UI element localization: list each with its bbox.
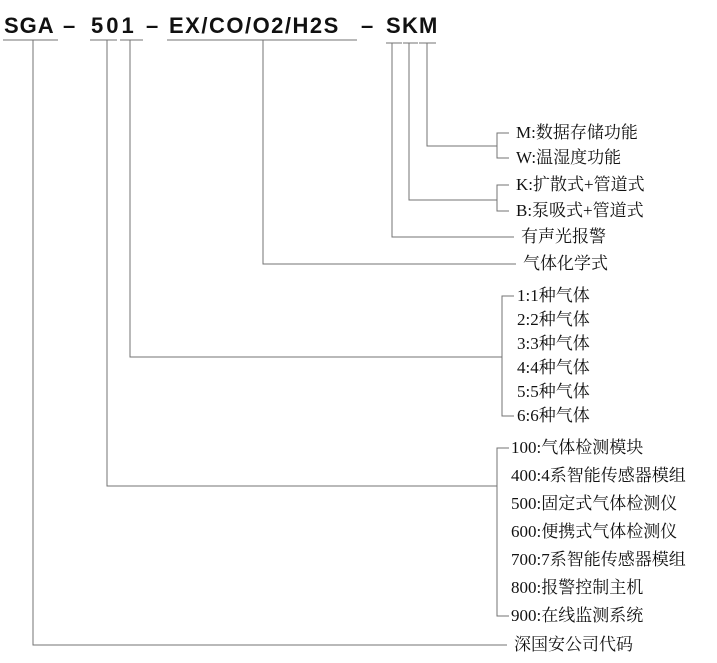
suffix-s: S bbox=[386, 13, 401, 38]
dash-separator: – bbox=[146, 13, 159, 38]
line-prefix-to-company bbox=[33, 40, 507, 645]
label-k-diffusion-type: K:扩散式+管道式 bbox=[516, 175, 645, 194]
bracket-kb bbox=[497, 185, 509, 211]
label-b-pump-type: B:泵吸式+管道式 bbox=[516, 201, 644, 220]
list-item: 700:7系智能传感器模组 bbox=[511, 550, 686, 569]
dash-separator: – bbox=[63, 13, 76, 38]
gas-count-list bbox=[517, 284, 590, 428]
model-gas-formula: EX/CO/O2/H2S bbox=[169, 13, 340, 38]
model-prefix: SGA bbox=[4, 13, 55, 38]
bracket-mw bbox=[497, 133, 509, 158]
list-item: 600:便携式气体检测仪 bbox=[511, 522, 678, 541]
label-company-code: 深国安公司代码 bbox=[514, 635, 633, 654]
label-w-temp-humidity: W:温湿度功能 bbox=[516, 148, 622, 167]
suffix-m: M bbox=[419, 13, 438, 38]
line-k-to-kb-bracket bbox=[409, 43, 497, 200]
label-m-data-storage: M:数据存储功能 bbox=[516, 123, 638, 142]
list-item: 900:在线监测系统 bbox=[511, 606, 644, 625]
label-gas-chemical-formula: 气体化学式 bbox=[523, 254, 608, 273]
list-item: 4:4种气体 bbox=[517, 358, 590, 377]
line-gases-to-chem bbox=[263, 40, 516, 264]
list-item: 100:气体检测模块 bbox=[511, 438, 644, 457]
list-item: 6:6种气体 bbox=[517, 406, 590, 425]
bracket-series bbox=[497, 448, 509, 616]
list-item: 1:1种气体 bbox=[517, 286, 590, 305]
suffix-k: K bbox=[402, 13, 418, 38]
line-series-to-series-bracket bbox=[107, 40, 497, 486]
list-item: 400:4系智能传感器模组 bbox=[511, 466, 686, 485]
dash-separator: – bbox=[361, 13, 374, 38]
product-series-list bbox=[511, 434, 686, 630]
list-item: 800:报警控制主机 bbox=[511, 578, 644, 597]
label-sound-light-alarm: 有声光报警 bbox=[521, 227, 606, 246]
bracket-gas-counts bbox=[502, 296, 514, 416]
line-digit-to-gascount-bracket bbox=[130, 40, 502, 357]
list-item: 500:固定式气体检测仪 bbox=[511, 494, 678, 513]
list-item: 5:5种气体 bbox=[517, 382, 590, 401]
line-s-to-alarm bbox=[392, 43, 514, 237]
list-item: 2:2种气体 bbox=[517, 310, 590, 329]
model-series-code: 501 bbox=[91, 13, 137, 38]
list-item: 3:3种气体 bbox=[517, 334, 590, 353]
line-m-to-mw-bracket bbox=[427, 43, 497, 146]
